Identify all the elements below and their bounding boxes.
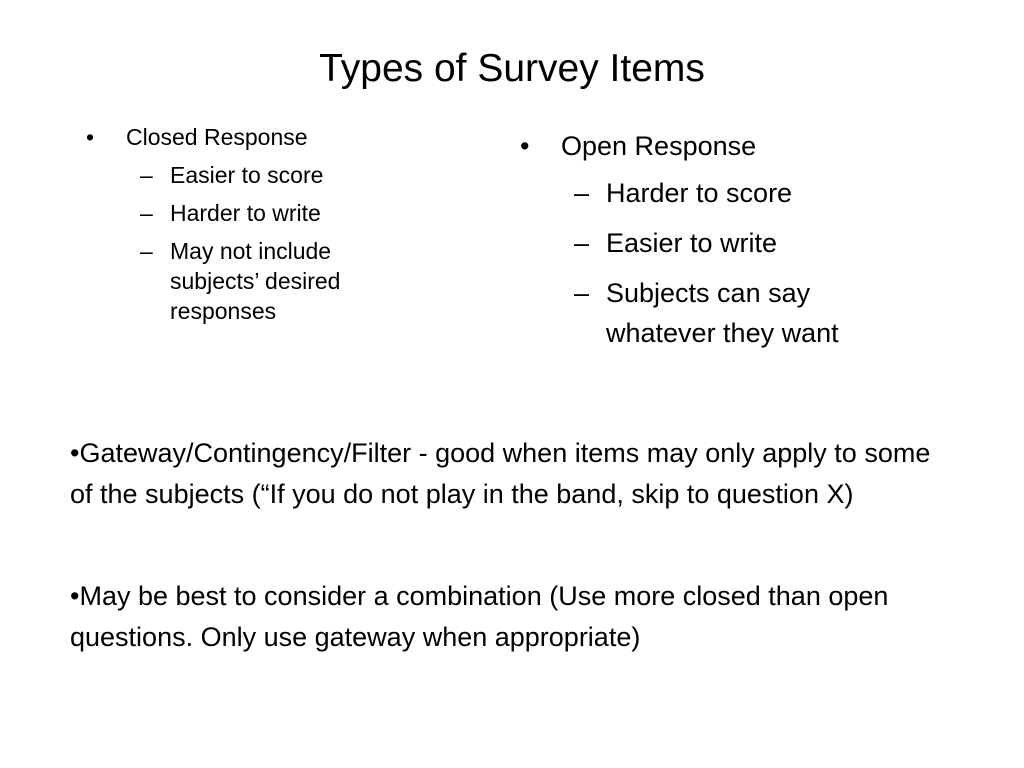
bullet-dash: – bbox=[574, 278, 590, 308]
bullet-dot: • bbox=[86, 124, 95, 150]
open-response-subitem-text: Easier to write bbox=[606, 228, 778, 258]
closed-response-heading-item bbox=[86, 122, 416, 152]
closed-response-subitem-text: May not include subjects’ desired responses bbox=[170, 238, 341, 324]
closed-response-subitem-text: Harder to write bbox=[170, 200, 321, 226]
closed-response-subitem bbox=[140, 160, 416, 190]
open-response-subitem-text: Harder to score bbox=[606, 178, 793, 208]
open-response-subitem-text: Subjects can say whatever they want bbox=[606, 278, 839, 348]
bullet-dash: – bbox=[140, 238, 153, 264]
open-response-heading: Open Response bbox=[561, 131, 757, 161]
bullet-dash: – bbox=[574, 178, 590, 208]
open-response-heading-item bbox=[520, 129, 940, 163]
gateway-paragraph: •Gateway/Contingency/Filter - good when items may only apply to some of the subjects (“If you do not play in the band, skip to question X) bbox=[70, 438, 931, 509]
closed-response-heading: Closed Response bbox=[126, 124, 308, 150]
closed-response-subitem bbox=[140, 198, 416, 228]
combination-paragraph: •May be best to consider a combination (Use more closed than open questions. Only use gateway when appropriate) bbox=[70, 581, 889, 652]
bullet-dot: • bbox=[520, 131, 530, 161]
open-response-subitem bbox=[574, 173, 940, 213]
bullet-dash: – bbox=[140, 200, 153, 226]
bullet-dash: – bbox=[574, 228, 590, 258]
closed-response-subitem-text: Easier to score bbox=[170, 162, 324, 188]
open-response-list bbox=[520, 129, 940, 353]
slide-title: Types of Survey Items bbox=[319, 47, 705, 90]
bullet-dash: – bbox=[140, 162, 153, 188]
closed-response-list bbox=[86, 122, 416, 326]
open-response-subitem bbox=[574, 223, 940, 263]
open-response-subitem bbox=[574, 273, 940, 353]
closed-response-subitem bbox=[140, 236, 416, 326]
